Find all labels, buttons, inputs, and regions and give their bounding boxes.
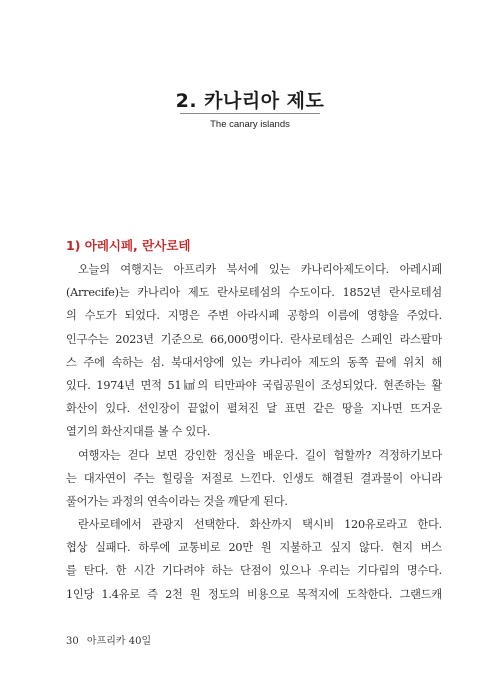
paragraph-line: 인구수는 2023년 기준으로 66,000명이다. 란사로테섬은 스페인 라스팔마 <box>66 332 442 346</box>
title-divider <box>180 113 320 114</box>
paragraph-line: (Arrecife)는 카나리아 제도 란사로테섬의 수도이다. 1852년 란사로테섬 <box>66 286 442 300</box>
paragraph-line: 열기의 화산지대를 볼 수 있다. <box>66 425 211 439</box>
section-heading: 1) 아레시페, 란사로테 <box>66 238 191 253</box>
paragraph-line: 란사로테에서 관광지 선택한다. 화산까지 택시비 120유로라고 한다. <box>78 518 442 532</box>
body-text <box>66 258 442 606</box>
book-title: 아프리카 40일 <box>86 636 152 647</box>
paragraph-line: 협상 실패다. 하루에 교통비로 20만 원 지불하고 싶지 않다. 현지 버스 <box>66 541 442 555</box>
page-number: 30 <box>66 636 79 647</box>
paragraph-line: 있다. 1974년 면적 51㎢의 티만파야 국립공원이 조성되었다. 현존하는 활 <box>66 378 442 392</box>
chapter-title: 2. 카나리아 제도 <box>175 90 325 112</box>
paragraph-line: 스 주에 속하는 섬. 북대서양에 있는 카나리아 제도의 동쪽 끝에 위치 해 <box>66 355 442 369</box>
paragraph-line: 는 대자연이 주는 힐링을 저절로 느낀다. 인생도 해결된 결과물이 아니라 <box>66 471 442 485</box>
paragraph-line: 1인당 1.4유로 즉 2천 원 정도의 비용으로 목적지에 도착한다. 그랜드캐 <box>66 587 442 601</box>
chapter-subtitle: The canary islands <box>210 119 290 130</box>
paragraph-line: 오늘의 여행지는 아프리카 북서에 있는 카나리아제도이다. 아레시페 <box>78 263 442 276</box>
paragraph-line: 의 수도가 되었다. 지명은 주변 아라시페 공항의 이름에 영향을 주었다. <box>66 309 442 323</box>
paragraph-line: 화산이 있다. 선인장이 끝없이 펼쳐진 달 표면 같은 땅을 지나면 뜨거운 <box>66 402 442 416</box>
paragraph-line: 풀어가는 과정의 연속이라는 것을 깨닫게 된다. <box>66 494 288 508</box>
page-footer <box>66 632 151 647</box>
paragraph-line: 를 탄다. 한 시간 기다려야 하는 단점이 있으나 우리는 기다림의 명수다. <box>66 564 442 578</box>
paragraph-line: 여행자는 걷다 보면 강인한 정신을 배운다. 길이 험할까? 걱정하기보다 <box>78 448 442 462</box>
